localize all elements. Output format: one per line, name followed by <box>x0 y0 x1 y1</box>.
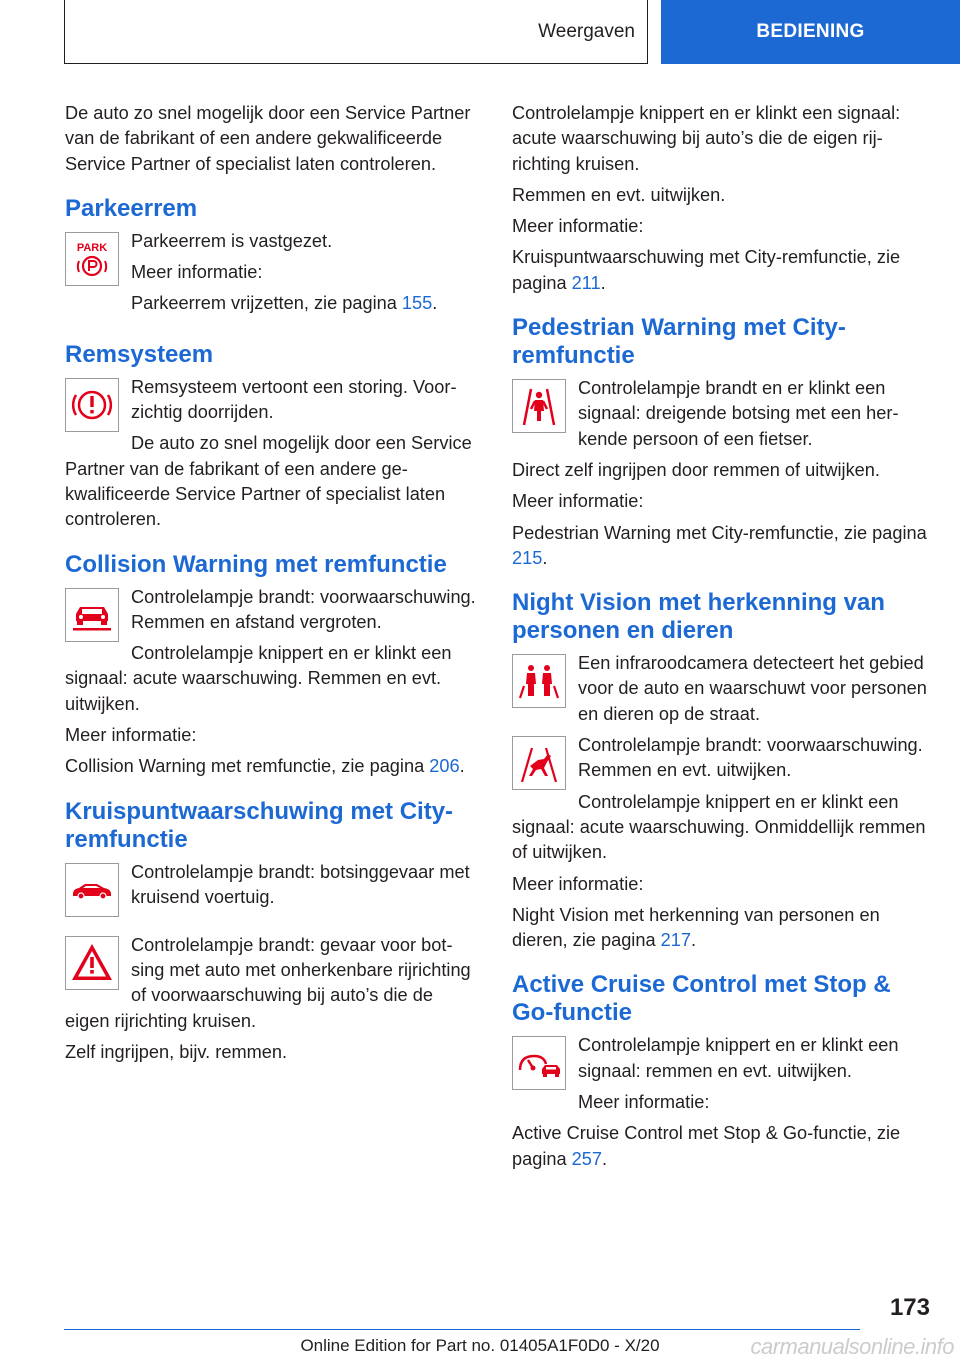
page-link[interactable]: 206 <box>429 756 460 777</box>
pedestrian-text-4: Pedestrian Warning met City-remfunctie, zie pagina 215. <box>512 522 927 568</box>
pedestrian-warning-icon <box>512 379 566 433</box>
parkeerrem-text-3: Parkeerrem vrijzetten, zie pagina 155. <box>131 293 438 314</box>
intro-paragraph: De auto zo snel mogelijk door een Service Partner van de fabrikant of een andere gekwalificeerde Service Partner of specialist laten controleren. <box>65 103 471 174</box>
kruispunt-block-2 <box>65 933 478 1065</box>
collision-text-4: Collision Warning met remfunctie, zie pagina 206. <box>65 756 465 777</box>
parkeerrem-text-1: Parkeerrem is vastgezet. <box>131 230 333 251</box>
page-link[interactable]: 215 <box>512 547 543 568</box>
heading-pedestrian-warning: Pedestrian Warning met City-remfunctie <box>512 314 846 370</box>
pedestrian-text-1: Controlelampje brandt en er klinkt een signaal: dreigende botsing met een herkende persoon of een fietser. <box>578 378 899 449</box>
footer-edition: Online Edition for Part no. 01405A1F0D0 - X/20 <box>300 1336 660 1355</box>
kruispunt-text-2: Controlelampje brandt: gevaar voor botsing met auto met onherkenbare rijrichting of voorwaarschuwing bij auto’s die de eigen rijrichting kruisen. <box>65 934 471 1031</box>
kruispunt-cont-text-4: Kruispuntwaarschuwing met City-remfunctie, zie pagina 211. <box>512 247 901 293</box>
parkeerrem-block <box>65 229 478 323</box>
collision-block <box>65 585 478 780</box>
heading-parkeerrem: Parkeerrem <box>65 194 198 222</box>
page-number: 173 <box>889 1294 930 1321</box>
collision-warning-car-icon <box>65 588 119 642</box>
night-vision-persons-icon <box>512 654 566 708</box>
kruispunt-cont-text-1: Controlelampje knippert en er klinkt een signaal: acute waarschuwing bij auto’s die de eigen rijrichting kruisen. <box>512 103 901 174</box>
left-column <box>65 101 478 1071</box>
park-brake-icon <box>65 232 119 286</box>
footer-divider <box>64 1329 860 1330</box>
nightvision-text-3: Controlelampje knippert en er klinkt een signaal: acute waarschuwing. Onmiddellijk remmen of uitwijken. <box>512 791 926 863</box>
nightvision-text-1: Een infraroodcamera detecteert het gebied voor de auto en waarschuwt voor personen en dieren op de straat. <box>578 653 927 724</box>
header-chapter-tab[interactable]: BEDIENING <box>661 0 960 64</box>
kruispunt-cont-text-2: Remmen en evt. uitwijken. <box>512 184 726 205</box>
nightvision-block-1 <box>512 651 930 733</box>
remsysteem-text-1: Remsysteem vertoont een storing. Voorzichtig doorrijden. <box>131 376 457 423</box>
acc-block <box>512 1033 930 1171</box>
heading-collision-warning: Collision Warning met remfunctie <box>65 550 447 578</box>
parkeerrem-text-2: Meer informatie: <box>131 262 263 283</box>
nightvision-block-2 <box>512 733 930 953</box>
pedestrian-text-3: Meer informatie: <box>512 491 644 512</box>
remsysteem-text-2: De auto zo snel mogelijk door een Service Partner van de fabrikant of een andere gekwalificeerde Service Partner of specialist laten controleren. <box>65 433 472 530</box>
brake-warning-icon <box>65 378 119 432</box>
header-section-title: Weergaven <box>538 21 635 42</box>
page-link[interactable]: 155 <box>401 293 433 314</box>
collision-text-3: Meer informatie: <box>65 725 197 746</box>
page-link[interactable]: 217 <box>660 930 691 951</box>
heading-kruispuntwaarschuwing: Kruispuntwaarschuwing met City-remfunctie <box>65 797 454 853</box>
pedestrian-text-2: Direct zelf ingrijpen door remmen of uitwijken. <box>512 459 880 480</box>
kruispunt-block-1 <box>65 860 478 923</box>
watermark: carmanualsonline.info <box>750 1334 954 1359</box>
kruispunt-text-1: Controlelampje brandt: botsinggevaar met kruisend voertuig. <box>131 861 470 907</box>
warning-triangle-icon <box>65 936 119 990</box>
acc-text-2: Meer informatie: <box>578 1092 710 1113</box>
night-vision-animal-icon <box>512 736 566 790</box>
heading-night-vision: Night Vision met herkenning van personen en dieren <box>512 589 885 645</box>
nightvision-text-5: Night Vision met herkenning van personen en dieren, zie pagina 217. <box>512 904 880 951</box>
nightvision-text-4: Meer informatie: <box>512 873 644 894</box>
page-link[interactable]: 211 <box>571 272 601 293</box>
crossing-car-icon <box>65 863 119 917</box>
collision-text-2: Controlelampje knippert en er klinkt een signaal: acute waarschuwing. Remmen en evt. uitwijken. <box>65 643 452 714</box>
collision-text-1: Controlelampje brandt: voorwaarschuwing. Remmen en afstand vergroten. <box>131 586 476 632</box>
acc-text-1: Controlelampje knippert en er klinkt een signaal: remmen en evt. uitwijken. <box>578 1035 899 1081</box>
nightvision-text-2: Controlelampje brandt: voorwaarschuwing. Remmen en evt. uitwijken. <box>578 735 923 781</box>
page-link[interactable]: 257 <box>571 1148 603 1169</box>
heading-remsysteem: Remsysteem <box>65 340 214 368</box>
acc-text-3: Active Cruise Control met Stop & Go-functie, zie pagina 257. <box>512 1123 901 1169</box>
kruispunt-cont-text-3: Meer informatie: <box>512 216 644 237</box>
svg-text:PARK: PARK <box>76 241 108 254</box>
pedestrian-block <box>512 376 930 571</box>
kruispunt-text-3: Zelf ingrijpen, bijv. remmen. <box>65 1041 288 1062</box>
heading-active-cruise-control: Active Cruise Control met Stop & Go-functie <box>512 971 891 1027</box>
remsysteem-block <box>65 375 478 533</box>
right-column <box>512 101 930 1178</box>
cruise-control-warning-icon <box>512 1036 566 1090</box>
